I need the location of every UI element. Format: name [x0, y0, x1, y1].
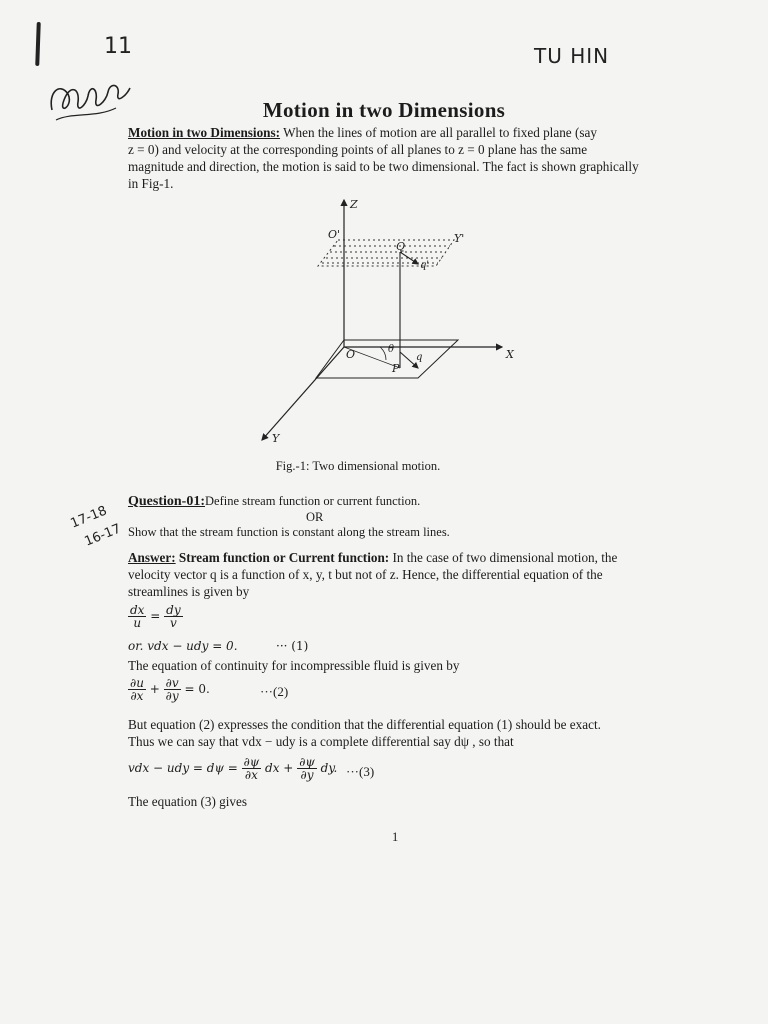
answer-line-2: velocity vector q is a function of x, y, t but not of z. Hence, the differential equation of the: [128, 567, 603, 582]
equation-1-number: ··· (1): [276, 639, 309, 653]
gives-line: The equation (3) gives: [128, 794, 248, 809]
theta-arc: [380, 347, 386, 360]
intro-line-4: in Fig-1.: [128, 176, 174, 191]
label-o-prime: O': [328, 228, 341, 241]
intro-paragraph: [128, 124, 658, 192]
streamline-equation: $\frac{dx}{u}$ = $\frac{dy}{v}$: [130, 603, 181, 630]
equation-3-number: ···(3): [346, 764, 375, 779]
page-number: 1: [392, 830, 399, 844]
question-text: Define stream function or current function.: [205, 494, 421, 508]
question-block: [128, 494, 668, 540]
figure-caption: Fig.-1: Two dimensional motion.: [275, 459, 441, 473]
continuity-line: The equation of continuity for incompressible fluid is given by: [128, 658, 460, 673]
intro-line-2: z = 0) and velocity at the corresponding points of all planes to z = 0 plane has the same: [128, 142, 588, 157]
y-axis: [262, 347, 344, 440]
answer-line-3: streamlines is given by: [128, 584, 250, 599]
question-or: OR: [306, 510, 324, 524]
equation-1: or. vdx − udy = 0.: [128, 639, 238, 653]
question-text-2: Show that the stream function is constant along the stream lines.: [128, 525, 450, 539]
label-q: q: [416, 352, 423, 363]
margin-years-top: 17-18: [68, 503, 110, 532]
equation-3: vdx − udy = dψ = $\frac{\partial\psi}{\partial x}$ dx + $\frac{\partial\psi}{\partial y}$ dy.: [128, 755, 338, 782]
margin-bar-mark: [35, 22, 41, 66]
label-x: X: [506, 348, 514, 361]
intro-heading: Motion in two Dimensions:: [128, 125, 281, 140]
answer-term: Stream function or Current function:: [178, 550, 390, 565]
exact-line: But equation (2) expresses the condition that the differential equation (1) should be exact.: [128, 717, 601, 732]
base-plane: [316, 340, 458, 378]
author-handwritten-name: TU HIN: [534, 44, 610, 68]
upper-plane-dotted: [318, 240, 454, 266]
corner-handwritten-number: 11: [104, 34, 132, 59]
answer-line-1: In the case of two dimensional motion, the: [392, 550, 618, 565]
two-dimensional-motion-figure: [240, 192, 540, 457]
label-p: P: [392, 362, 400, 375]
label-q-prime: q': [420, 260, 430, 271]
label-y-prime: Y': [454, 232, 465, 245]
thus-line: Thus we can say that vdx − udy is a complete differential say dψ , so that: [128, 734, 514, 749]
label-y: Y: [272, 432, 280, 445]
label-q-upper: Q: [396, 240, 406, 253]
equation-2-number: ···(2): [260, 684, 289, 699]
question-heading: Question-01:: [128, 494, 205, 509]
answer-block: [128, 549, 668, 600]
intro-line-3: magnitude and direction, the motion is said to be two dimensional. The fact is shown graphically: [128, 159, 639, 174]
answer-heading: Answer:: [128, 550, 176, 565]
margin-years-bottom: 16-17: [82, 521, 124, 550]
label-o: O: [346, 348, 356, 361]
label-theta: θ: [388, 344, 395, 355]
continuity-equation: $\frac{\partial u}{\partial x}$ + $\frac{\partial v}{\partial y}$ = 0.: [130, 676, 210, 703]
intro-line-1: When the lines of motion are all parallel to fixed plane (say: [283, 125, 597, 140]
label-z: Z: [350, 198, 358, 211]
page-title: Motion in two Dimensions: [262, 98, 506, 122]
